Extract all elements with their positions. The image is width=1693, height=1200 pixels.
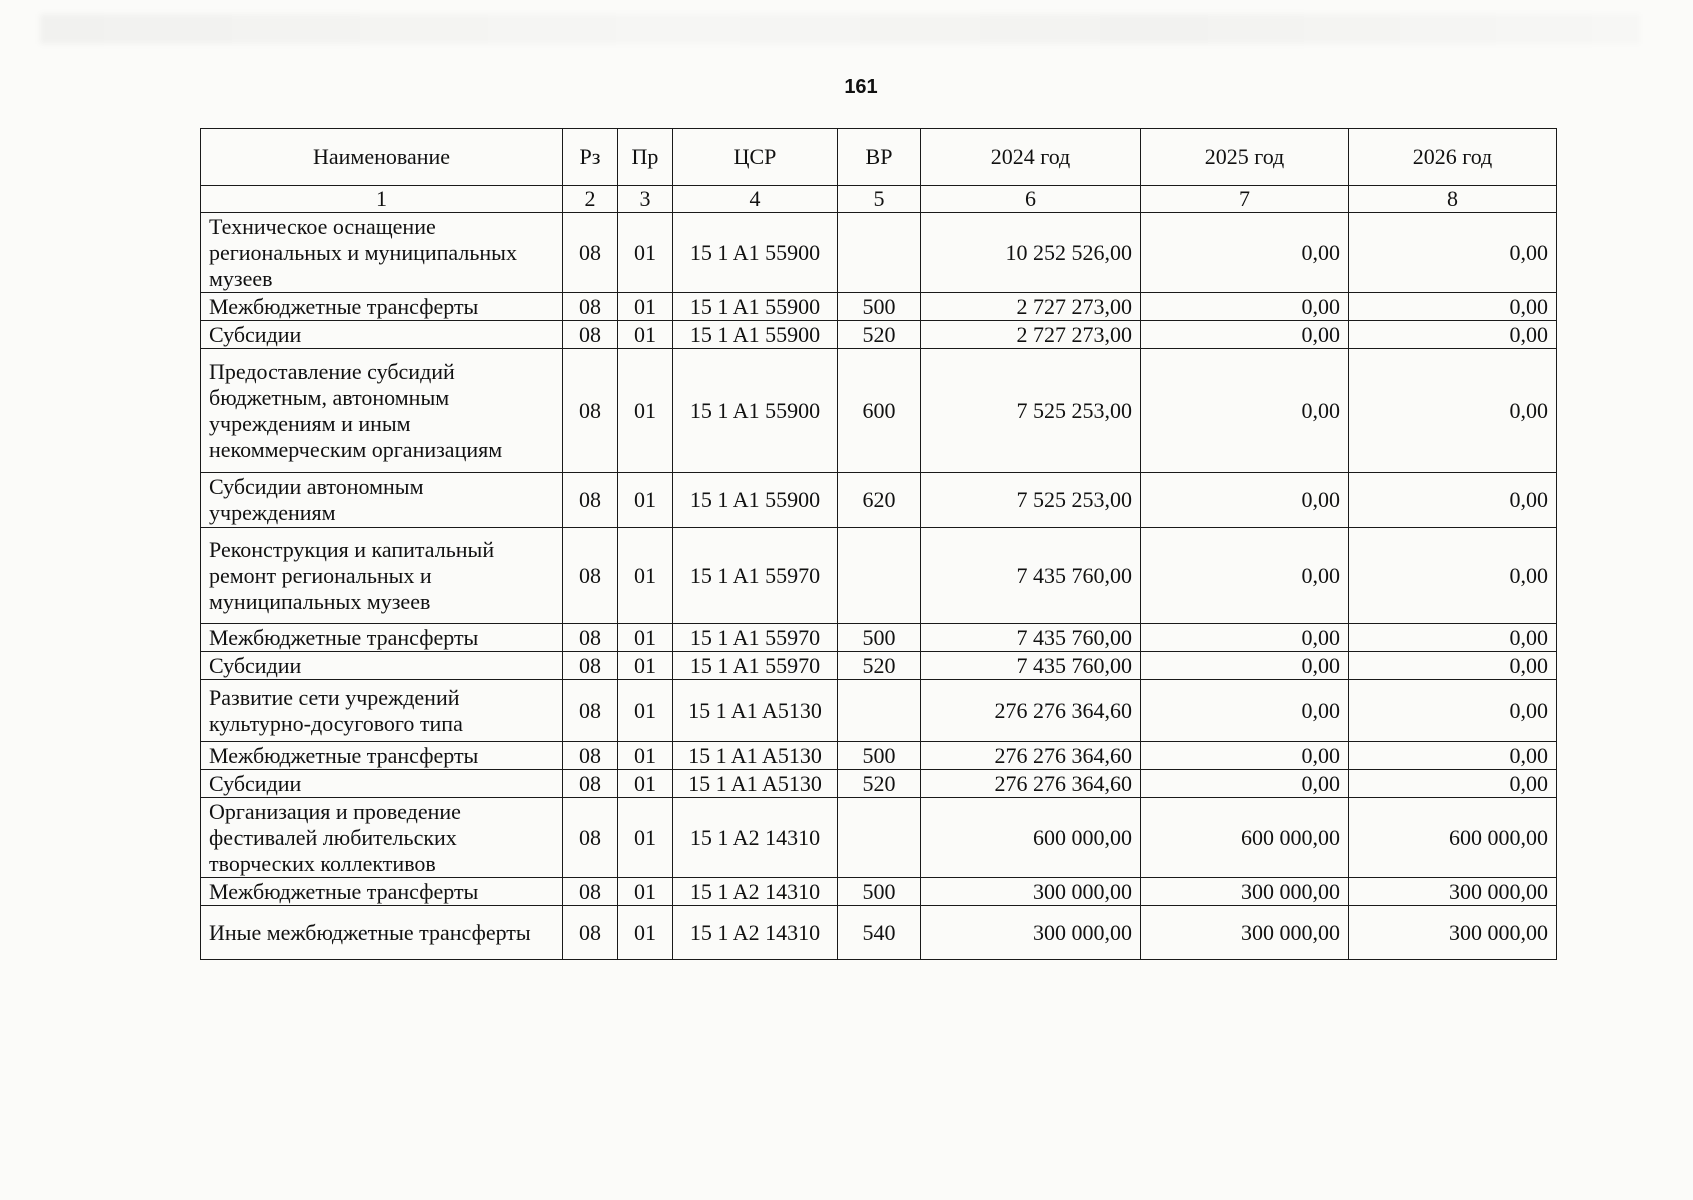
cell-name: Межбюджетные трансферты xyxy=(201,878,563,906)
cell-2025: 0,00 xyxy=(1141,528,1349,624)
cell-vr xyxy=(838,213,921,293)
cell-2025: 0,00 xyxy=(1141,652,1349,680)
cell-2024: 276 276 364,60 xyxy=(921,742,1141,770)
cell-pr: 01 xyxy=(618,680,673,742)
cell-2026: 0,00 xyxy=(1349,473,1557,528)
cell-name: Межбюджетные трансферты xyxy=(201,624,563,652)
cell-rz: 08 xyxy=(563,473,618,528)
cell-csr: 15 1 A2 14310 xyxy=(673,906,838,960)
cell-name: Субсидии xyxy=(201,321,563,349)
table-row xyxy=(201,680,1557,742)
cell-csr: 15 1 A1 55900 xyxy=(673,473,838,528)
cell-2024: 300 000,00 xyxy=(921,878,1141,906)
cell-name: Межбюджетные трансферты xyxy=(201,293,563,321)
cell-csr: 15 1 A1 55900 xyxy=(673,321,838,349)
cell-rz: 08 xyxy=(563,878,618,906)
column-number: 1 xyxy=(201,186,563,213)
cell-rz: 08 xyxy=(563,742,618,770)
cell-2024: 276 276 364,60 xyxy=(921,680,1141,742)
cell-2025: 0,00 xyxy=(1141,473,1349,528)
column-header-2025: 2025 год xyxy=(1141,129,1349,186)
cell-rz: 08 xyxy=(563,770,618,798)
cell-rz: 08 xyxy=(563,321,618,349)
cell-csr: 15 1 A1 55970 xyxy=(673,652,838,680)
cell-2026: 0,00 xyxy=(1349,528,1557,624)
column-header-2024: 2024 год xyxy=(921,129,1141,186)
budget-table xyxy=(200,128,1557,960)
cell-pr: 01 xyxy=(618,878,673,906)
cell-2024: 7 435 760,00 xyxy=(921,528,1141,624)
table-row xyxy=(201,906,1557,960)
cell-rz: 08 xyxy=(563,906,618,960)
column-number: 5 xyxy=(838,186,921,213)
table-row xyxy=(201,473,1557,528)
cell-rz: 08 xyxy=(563,213,618,293)
cell-vr: 500 xyxy=(838,742,921,770)
cell-csr: 15 1 A1 55970 xyxy=(673,528,838,624)
cell-2025: 600 000,00 xyxy=(1141,798,1349,878)
table-row xyxy=(201,293,1557,321)
cell-2026: 600 000,00 xyxy=(1349,798,1557,878)
cell-2024: 2 727 273,00 xyxy=(921,293,1141,321)
cell-2024: 600 000,00 xyxy=(921,798,1141,878)
cell-rz: 08 xyxy=(563,293,618,321)
cell-rz: 08 xyxy=(563,528,618,624)
cell-2025: 0,00 xyxy=(1141,770,1349,798)
cell-pr: 01 xyxy=(618,473,673,528)
column-number: 4 xyxy=(673,186,838,213)
cell-vr: 500 xyxy=(838,624,921,652)
table-row xyxy=(201,878,1557,906)
cell-2024: 7 525 253,00 xyxy=(921,473,1141,528)
cell-2024: 300 000,00 xyxy=(921,906,1141,960)
cell-name: Развитие сети учреждений культурно-досугового типа xyxy=(201,680,563,742)
cell-2025: 0,00 xyxy=(1141,624,1349,652)
cell-2026: 0,00 xyxy=(1349,349,1557,473)
cell-csr: 15 1 A1 A5130 xyxy=(673,742,838,770)
cell-2025: 0,00 xyxy=(1141,680,1349,742)
cell-pr: 01 xyxy=(618,321,673,349)
page-number: 161 xyxy=(844,76,878,98)
cell-2024: 7 435 760,00 xyxy=(921,624,1141,652)
cell-pr: 01 xyxy=(618,906,673,960)
cell-pr: 01 xyxy=(618,349,673,473)
cell-2026: 0,00 xyxy=(1349,680,1557,742)
cell-vr xyxy=(838,680,921,742)
column-number: 7 xyxy=(1141,186,1349,213)
cell-csr: 15 1 A1 55900 xyxy=(673,349,838,473)
cell-2026: 0,00 xyxy=(1349,321,1557,349)
table-row xyxy=(201,528,1557,624)
cell-rz: 08 xyxy=(563,349,618,473)
cell-2026: 300 000,00 xyxy=(1349,878,1557,906)
cell-2026: 0,00 xyxy=(1349,293,1557,321)
cell-vr: 500 xyxy=(838,878,921,906)
cell-csr: 15 1 A1 A5130 xyxy=(673,770,838,798)
column-header-rz: Рз xyxy=(563,129,618,186)
cell-rz: 08 xyxy=(563,624,618,652)
cell-vr: 500 xyxy=(838,293,921,321)
column-header-2026: 2026 год xyxy=(1349,129,1557,186)
cell-csr: 15 1 A2 14310 xyxy=(673,878,838,906)
cell-name: Техническое оснащение региональных и муниципальных музеев xyxy=(201,213,563,293)
cell-vr: 540 xyxy=(838,906,921,960)
cell-name: Предоставление субсидий бюджетным, автономным учреждениям и иным некоммерческим организациям xyxy=(201,349,563,473)
table-row xyxy=(201,798,1557,878)
cell-vr: 600 xyxy=(838,349,921,473)
cell-2026: 0,00 xyxy=(1349,652,1557,680)
cell-name: Реконструкция и капитальный ремонт региональных и муниципальных музеев xyxy=(201,528,563,624)
cell-2025: 300 000,00 xyxy=(1141,906,1349,960)
table-row xyxy=(201,624,1557,652)
column-number: 6 xyxy=(921,186,1141,213)
table-body xyxy=(201,213,1557,960)
column-header-vr: ВР xyxy=(838,129,921,186)
column-number-row xyxy=(201,186,1557,213)
table-row xyxy=(201,321,1557,349)
cell-vr xyxy=(838,798,921,878)
cell-name: Субсидии автономным учреждениям xyxy=(201,473,563,528)
cell-name: Субсидии xyxy=(201,652,563,680)
cell-2026: 0,00 xyxy=(1349,770,1557,798)
cell-2024: 7 525 253,00 xyxy=(921,349,1141,473)
cell-name: Межбюджетные трансферты xyxy=(201,742,563,770)
cell-2025: 0,00 xyxy=(1141,293,1349,321)
column-number: 8 xyxy=(1349,186,1557,213)
cell-name: Организация и проведение фестивалей любительских творческих коллективов xyxy=(201,798,563,878)
column-header-name: Наименование xyxy=(201,129,563,186)
column-header-csr: ЦСР xyxy=(673,129,838,186)
table-row xyxy=(201,770,1557,798)
cell-rz: 08 xyxy=(563,652,618,680)
cell-vr: 620 xyxy=(838,473,921,528)
cell-pr: 01 xyxy=(618,528,673,624)
cell-name: Иные межбюджетные трансферты xyxy=(201,906,563,960)
cell-csr: 15 1 A1 55900 xyxy=(673,293,838,321)
cell-2024: 7 435 760,00 xyxy=(921,652,1141,680)
column-header-pr: Пр xyxy=(618,129,673,186)
cell-2025: 0,00 xyxy=(1141,742,1349,770)
cell-name: Субсидии xyxy=(201,770,563,798)
cell-csr: 15 1 A1 A5130 xyxy=(673,680,838,742)
cell-vr: 520 xyxy=(838,770,921,798)
cell-2025: 0,00 xyxy=(1141,213,1349,293)
cell-pr: 01 xyxy=(618,213,673,293)
cell-2025: 0,00 xyxy=(1141,349,1349,473)
cell-pr: 01 xyxy=(618,798,673,878)
cell-2024: 10 252 526,00 xyxy=(921,213,1141,293)
cell-pr: 01 xyxy=(618,770,673,798)
cell-2024: 2 727 273,00 xyxy=(921,321,1141,349)
table-row xyxy=(201,652,1557,680)
cell-rz: 08 xyxy=(563,680,618,742)
cell-2026: 0,00 xyxy=(1349,742,1557,770)
table-row xyxy=(201,742,1557,770)
cell-2026: 0,00 xyxy=(1349,213,1557,293)
cell-rz: 08 xyxy=(563,798,618,878)
cell-vr: 520 xyxy=(838,652,921,680)
cell-csr: 15 1 A1 55970 xyxy=(673,624,838,652)
header-row xyxy=(201,129,1557,186)
cell-csr: 15 1 A1 55900 xyxy=(673,213,838,293)
cell-2024: 276 276 364,60 xyxy=(921,770,1141,798)
cell-2025: 0,00 xyxy=(1141,321,1349,349)
cell-pr: 01 xyxy=(618,624,673,652)
cell-csr: 15 1 A2 14310 xyxy=(673,798,838,878)
cell-vr: 520 xyxy=(838,321,921,349)
table-row xyxy=(201,213,1557,293)
cell-pr: 01 xyxy=(618,742,673,770)
cell-pr: 01 xyxy=(618,652,673,680)
cell-vr xyxy=(838,528,921,624)
cell-pr: 01 xyxy=(618,293,673,321)
column-number: 3 xyxy=(618,186,673,213)
cell-2025: 300 000,00 xyxy=(1141,878,1349,906)
cell-2026: 300 000,00 xyxy=(1349,906,1557,960)
table-row xyxy=(201,349,1557,473)
cell-2026: 0,00 xyxy=(1349,624,1557,652)
scan-artifact xyxy=(40,14,1640,44)
column-number: 2 xyxy=(563,186,618,213)
